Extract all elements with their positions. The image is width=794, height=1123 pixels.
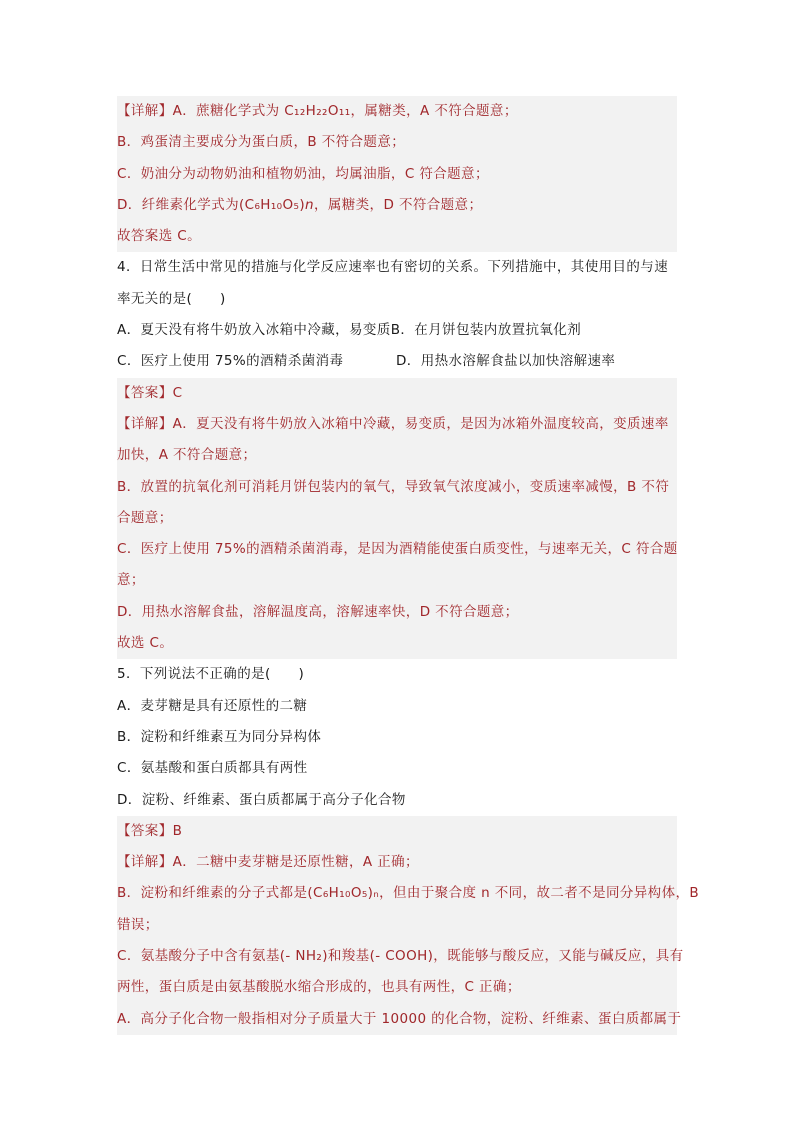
- question-4-stem: 率无关的是( ): [117, 290, 226, 307]
- option-b: B．在月饼包装内放置抗氧化剂: [390, 322, 582, 339]
- explanation-line: 【详解】A．二糖中麦芽糖是还原性糖，A 正确；: [117, 847, 677, 878]
- explanation-line: 【详解】A．蔗糖化学式为 C₁₂H₂₂O₁₁，属糖类，A 不符合题意；: [117, 96, 677, 127]
- explanation-line: B．淀粉和纤维素的分子式都是(C₆H₁₀O₅)ₙ，但由于聚合度 n 不同，故二者不是同分异构体，B: [117, 878, 677, 909]
- explanation-line: 两性，蛋白质是由氨基酸脱水缩合形成的，也具有两性，C 正确；: [117, 972, 677, 1003]
- question-4-stem: 4．日常生活中常见的措施与化学反应速率也有密切的关系。下列措施中，其使用目的与速: [117, 259, 669, 276]
- answer-line: 【答案】C: [117, 378, 677, 409]
- question-5-stem: 5．下列说法不正确的是( ): [117, 666, 305, 683]
- explanation-line: 合题意；: [117, 503, 677, 534]
- question-4-options-row: [117, 315, 677, 346]
- option-d: D．用热水溶解食盐以加快溶解速率: [396, 353, 616, 370]
- explanation-line: C．奶油分为动物奶油和植物奶油，均属油脂，C 符合题意；: [117, 159, 677, 190]
- option-c: C．医疗上使用 75%的酒精杀菌消毒: [117, 353, 344, 370]
- answer-line: 【答案】B: [117, 816, 677, 847]
- explanation-line: B．放置的抗氧化剂可消耗月饼包装内的氧气，导致氧气浓度减小，变质速率减慢，B 不符: [117, 472, 677, 503]
- formula-subscript-n: n: [304, 196, 314, 213]
- formula-tail: ，属糖类，D 不符合题意；: [313, 196, 483, 213]
- question-4-options-row: [117, 346, 677, 377]
- formula-text: D．纤维素化学式为(C₆H₁₀O₅): [117, 196, 305, 213]
- explanation-line: A．高分子化合物一般指相对分子质量大于 10000 的化合物，淀粉、纤维素、蛋白质都属于: [117, 1004, 677, 1035]
- explanation-line: 【详解】A．夏天没有将牛奶放入冰箱中冷藏，易变质，是因为冰箱外温度较高，变质速率: [117, 409, 677, 440]
- document-page: [117, 96, 700, 1035]
- explanation-line: C．氨基酸分子中含有氨基(- NH₂)和羧基(- COOH)，既能够与酸反应，又能与碱反应，具有: [117, 941, 677, 972]
- conclusion-line: 故答案选 C。: [117, 221, 677, 252]
- explanation-line: 错误；: [117, 910, 677, 941]
- explanation-line: D．用热水溶解食盐，溶解温度高，溶解速率快，D 不符合题意；: [117, 597, 677, 628]
- option-b: B．淀粉和纤维素互为同分异构体: [117, 728, 322, 745]
- explanation-line: 加快，A 不符合题意；: [117, 440, 677, 471]
- option-c: C．氨基酸和蛋白质都具有两性: [117, 760, 308, 777]
- explanation-line: 意；: [117, 565, 677, 596]
- explanation-line: B．鸡蛋清主要成分为蛋白质，B 不符合题意；: [117, 127, 677, 158]
- explanation-line: C．医疗上使用 75%的酒精杀菌消毒，是因为酒精能使蛋白质变性，与速率无关，C 符合题: [117, 534, 677, 565]
- option-a: A．麦芽糖是具有还原性的二糖: [117, 697, 308, 714]
- option-d: D．淀粉、纤维素、蛋白质都属于高分子化合物: [117, 791, 406, 808]
- explanation-line: [117, 190, 677, 221]
- conclusion-line: 故选 C。: [117, 628, 677, 659]
- option-a: A．夏天没有将牛奶放入冰箱中冷藏，易变质: [117, 322, 391, 339]
